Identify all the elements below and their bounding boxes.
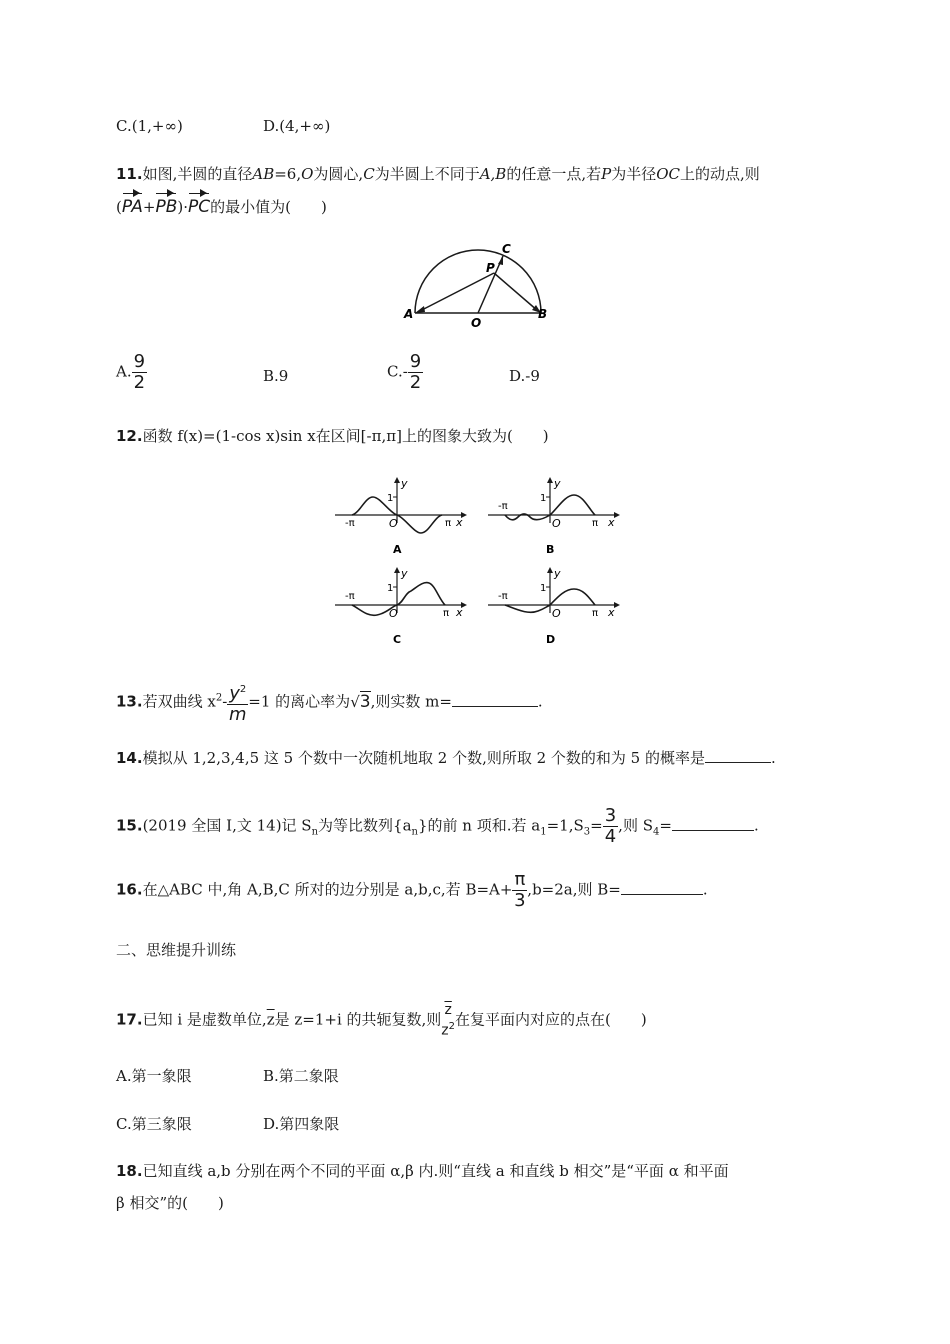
graph-label: B [546, 543, 555, 556]
text: $\overline{z}$ [266, 1010, 275, 1029]
text: 如图,半圆的直径 [142, 165, 253, 183]
text: 2 [215, 692, 223, 704]
text: 为等比数列{a [318, 816, 412, 835]
label-a: A [404, 307, 414, 321]
question-number: 18. [116, 1162, 143, 1180]
text: 3 [514, 890, 526, 911]
tick-pi: π [443, 608, 450, 619]
text: 为半径 [611, 165, 657, 183]
text: }的前 n 项和.若 a [418, 816, 541, 835]
text: y [229, 683, 240, 704]
origin-label: O [389, 517, 398, 530]
text: ,则实数 m= [370, 692, 452, 711]
text: 1 [540, 826, 547, 838]
text: $\overline{z}$ [444, 1002, 452, 1018]
y-axis-label: y [401, 567, 408, 580]
text: AB [252, 165, 275, 183]
label-b: B [538, 307, 548, 321]
text: - [222, 692, 228, 711]
question-number: 11. [116, 165, 143, 183]
text: 4 [652, 826, 660, 838]
text: (2019 全国 Ⅰ,文 14)记 S [142, 816, 312, 835]
q12-line [116, 425, 549, 447]
text: 是 z=1+i 的共轭复数,则 [274, 1010, 442, 1029]
text: 上的动点,则 [680, 165, 760, 183]
text: 2 [448, 1021, 456, 1032]
y-axis-label: y [554, 567, 561, 580]
text: 3 [583, 826, 591, 838]
text: 的任意一点,若 [506, 165, 602, 183]
text: 在复平面内对应的点在( ) [455, 1010, 647, 1029]
tick-one: 1 [540, 493, 547, 504]
fraction [227, 680, 248, 725]
sqrt: √3 [350, 691, 371, 712]
text: = [590, 816, 603, 835]
graph-b [488, 477, 620, 556]
graph-d [488, 567, 620, 646]
question-number: 16. [116, 880, 143, 899]
text: 已知直线 a,b 分别在两个不同的平面 α,β 内.则“直线 a 和直线 b 相交”是“平面 α 和平面 [142, 1162, 729, 1180]
q16-line [116, 870, 708, 911]
tick-pi: π [592, 608, 599, 619]
answer-blank[interactable] [705, 746, 771, 763]
q11-option-a [116, 352, 147, 393]
label-o: O [471, 316, 482, 330]
label-c: C [502, 242, 511, 256]
text: 4 [604, 826, 617, 847]
text: 9 [133, 351, 146, 372]
x-axis-label: x [608, 606, 615, 619]
text: 的最小值为( ) [210, 198, 327, 216]
answer-blank[interactable] [452, 690, 538, 707]
label-p: P [486, 261, 495, 275]
tick-pi: π [445, 518, 452, 529]
tick-one: 1 [387, 493, 394, 504]
text: . [753, 816, 759, 835]
graph-label: D [546, 633, 556, 646]
text: π [514, 869, 526, 890]
fraction [603, 806, 618, 847]
text: = [659, 816, 672, 835]
q17-option-a: A.第一象限 [116, 1067, 192, 1085]
q11-option-d: D.-9 [509, 367, 540, 385]
x-axis-label: x [608, 516, 615, 529]
origin-label: O [552, 607, 561, 620]
text: A. [116, 362, 132, 381]
question-number: 12. [116, 427, 143, 445]
q17-line [116, 1000, 647, 1041]
tick-neg-pi: -π [498, 501, 508, 512]
text: OC [656, 165, 680, 183]
q17-option-d: D.第四象限 [263, 1115, 340, 1133]
text: 9 [409, 351, 422, 372]
answer-blank[interactable] [672, 814, 754, 831]
x-axis-label: x [456, 606, 463, 619]
q18-line1 [116, 1160, 729, 1182]
text: 2 [133, 372, 146, 393]
tick-neg-pi: -π [498, 591, 508, 602]
text: C.- [387, 362, 408, 381]
text: A,B [479, 165, 507, 183]
tick-neg-pi: -π [345, 518, 355, 529]
vector-pc: PC [188, 197, 211, 217]
text: z [441, 1022, 449, 1039]
text: =1,S [546, 816, 584, 835]
text: ,则 S [618, 816, 653, 835]
arrow-a [415, 306, 425, 313]
q13-line [116, 680, 543, 725]
tick-one: 1 [540, 583, 547, 594]
text: 为圆心, [313, 165, 364, 183]
text: 若双曲线 x [142, 692, 216, 711]
text: 模拟从 1,2,3,4,5 这 5 个数中一次随机地取 2 个数,则所取 2 个数的和为 5 的概率是 [142, 749, 705, 767]
question-number: 15. [116, 816, 143, 835]
text: m [229, 704, 247, 725]
q11-option-b: B.9 [263, 367, 289, 385]
semicircle-figure [400, 240, 560, 330]
tick-pi: π [592, 518, 599, 529]
y-axis-label: y [554, 477, 561, 490]
graph-label: C [393, 633, 402, 646]
text: n [411, 826, 418, 838]
origin-label: O [389, 607, 398, 620]
q11-option-c [387, 352, 423, 393]
text: n [311, 826, 319, 838]
q14-line [116, 746, 776, 769]
x-axis-label: x [456, 516, 463, 529]
q17-option-c: C.第三象限 [116, 1115, 192, 1133]
q10-option-d: D.(4,+∞) [263, 117, 331, 135]
question-number: 13. [116, 692, 143, 711]
tick-neg-pi: -π [345, 591, 355, 602]
vector-pa-line [418, 273, 494, 312]
fraction [132, 352, 147, 393]
arrow-c [498, 256, 503, 265]
tick-one: 1 [387, 583, 394, 594]
text: . [702, 880, 708, 899]
text: ,b=2a,则 B= [527, 880, 621, 899]
text: O [301, 165, 314, 183]
text: 3 [359, 691, 371, 712]
text: 已知 i 是虚数单位, [142, 1010, 267, 1029]
text: 为半圆上不同于 [374, 165, 480, 183]
text: 2 [409, 372, 422, 393]
graph-label: A [393, 543, 402, 556]
text: =1 的离心率为 [248, 692, 351, 711]
text: . [771, 749, 776, 767]
fraction [512, 870, 527, 911]
q12-graphs [330, 475, 630, 650]
section-heading: 二、思维提升训练 [116, 941, 237, 959]
graph-c [335, 567, 467, 646]
text: 在△ABC 中,角 A,B,C 所对的边分别是 a,b,c,若 B=A+ [142, 880, 513, 899]
origin-label: O [552, 517, 561, 530]
text: . [537, 692, 543, 711]
text: P [601, 165, 612, 183]
q17-option-b: B.第二象限 [263, 1067, 339, 1085]
q10-option-c: C.(1,+∞) [116, 117, 183, 135]
vector-pa: PA [121, 197, 143, 217]
text: C [363, 165, 375, 183]
q18-line2: β 相交”的( ) [116, 1194, 224, 1212]
q11-line1 [116, 163, 760, 185]
answer-blank[interactable] [621, 878, 703, 895]
fraction [441, 1000, 455, 1041]
y-axis-label: y [401, 477, 408, 490]
q15-line [116, 806, 759, 847]
question-number: 17. [116, 1010, 143, 1029]
fraction [408, 352, 423, 393]
vector-pb: PB [155, 197, 178, 217]
q11-line2: (PA+PB)·PC的最小值为( ) [116, 197, 327, 217]
text: 3 [604, 805, 617, 826]
text: 2 [239, 684, 247, 695]
text: 函数 f(x)=(1-cos x)sin x在区间[-π,π]上的图象大致为( ) [142, 427, 549, 445]
question-number: 14. [116, 749, 143, 767]
graph-a [335, 477, 467, 556]
text: =6, [274, 165, 302, 183]
